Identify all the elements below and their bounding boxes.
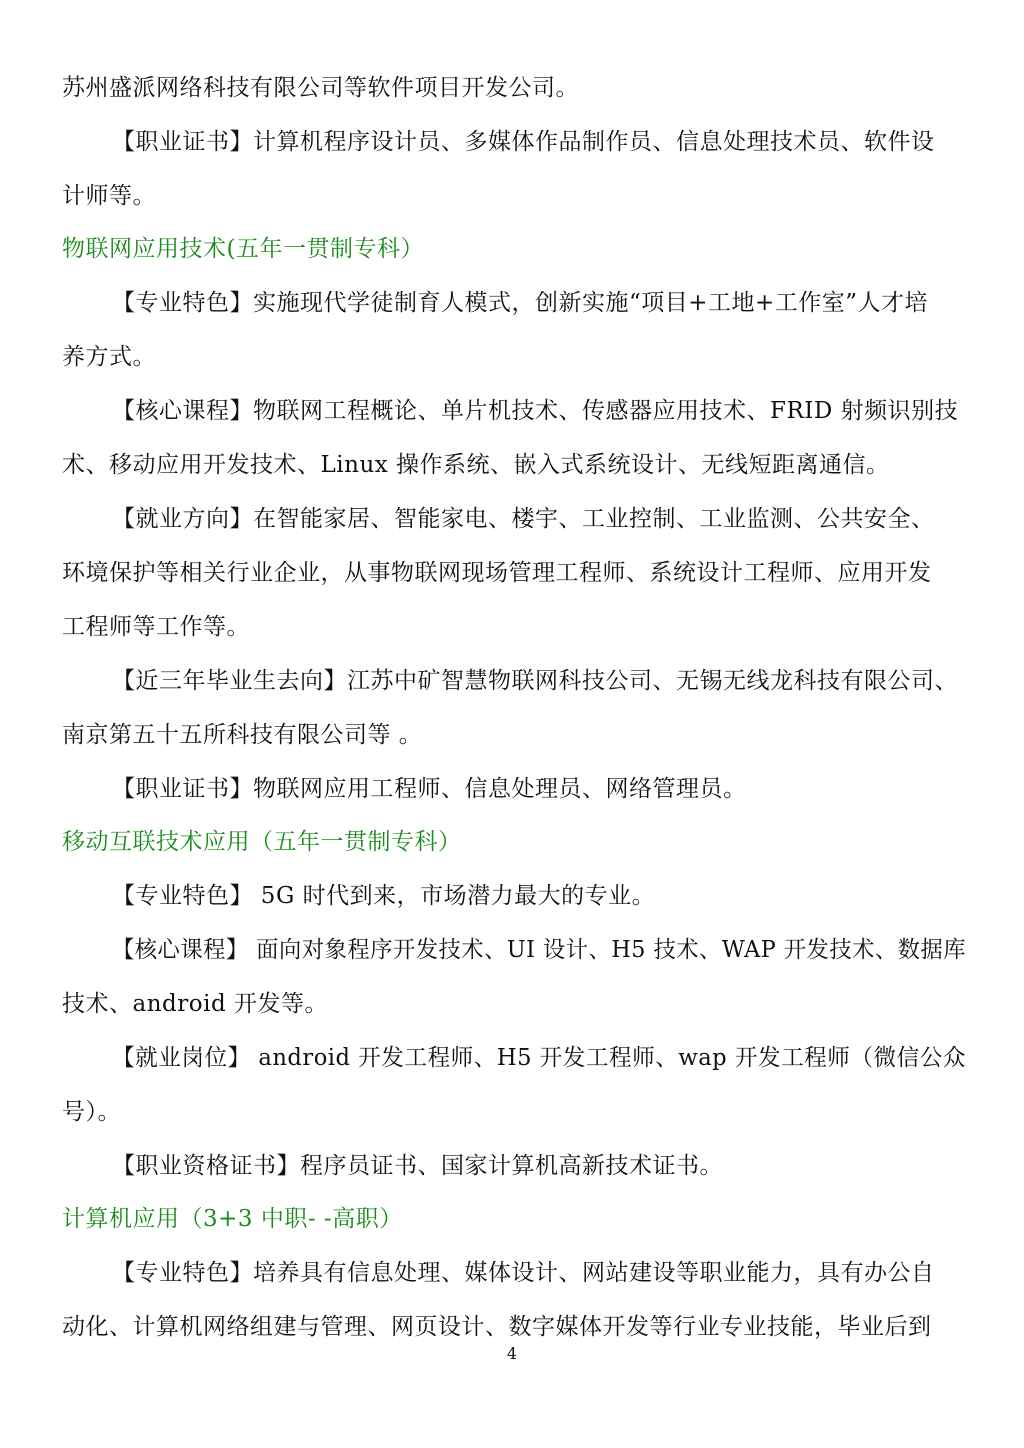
line-text: 养方式。 — [62, 344, 156, 370]
line-text: 【职业证书】计算机程序设计员、多媒体作品制作员、信息处理技术员、软件设 — [112, 129, 935, 155]
paragraph-line — [0, 661, 1024, 701]
heading-text: 物联网应用技术(五年一贯制专科） — [62, 236, 424, 262]
paragraph-line — [0, 1146, 1024, 1186]
line-text: 苏州盛派网络科技有限公司等软件项目开发公司。 — [62, 75, 579, 101]
paragraph-line — [0, 176, 1024, 216]
paragraph-line — [0, 1038, 1024, 1078]
line-text: 南京第五十五所科技有限公司等 。 — [62, 722, 423, 748]
line-text: 【专业特色】 5G 时代到来，市场潜力最大的专业。 — [112, 883, 656, 909]
line-text: 【就业岗位】 android 开发工程师、H5 开发工程师、wap 开发工程师（微信公众 — [112, 1045, 966, 1071]
paragraph-line — [0, 499, 1024, 539]
line-text: 【专业特色】培养具有信息处理、媒体设计、网站建设等职业能力，具有办公自 — [112, 1260, 935, 1286]
heading-text: 移动互联技术应用（五年一贯制专科） — [62, 829, 462, 855]
section-heading — [0, 1199, 1024, 1239]
line-text: 【近三年毕业生去向】江苏中矿智慧物联网科技公司、无锡无线龙科技有限公司、 — [112, 668, 958, 694]
line-text: 术、移动应用开发技术、Linux 操作系统、嵌入式系统设计、无线短距离通信。 — [62, 452, 890, 478]
page-number: 4 — [506, 1344, 518, 1363]
paragraph-line — [0, 930, 1024, 970]
paragraph-line — [0, 283, 1024, 323]
line-text: 【专业特色】实施现代学徒制育人模式，创新实施“项目+工地+工作室”人才培 — [112, 290, 929, 316]
paragraph-line — [0, 1307, 1024, 1347]
paragraph-line — [0, 553, 1024, 593]
paragraph-line — [0, 769, 1024, 809]
heading-text: 计算机应用（3+3 中职- -高职） — [62, 1206, 403, 1232]
line-text: 技术、android 开发等。 — [62, 991, 328, 1017]
paragraph-line — [0, 1092, 1024, 1132]
line-text: 计师等。 — [62, 183, 156, 209]
section-heading — [0, 822, 1024, 862]
line-text: 【职业证书】物联网应用工程师、信息处理员、网络管理员。 — [112, 776, 747, 802]
paragraph-line — [0, 1253, 1024, 1293]
paragraph-line — [0, 876, 1024, 916]
line-text: 工程师等工作等。 — [62, 614, 250, 640]
line-text: 【核心课程】 面向对象程序开发技术、UI 设计、H5 技术、WAP 开发技术、数据库 — [112, 937, 967, 963]
line-text: 【核心课程】物联网工程概论、单片机技术、传感器应用技术、FRID 射频识别技 — [112, 398, 959, 424]
section-heading — [0, 229, 1024, 269]
paragraph-line — [0, 445, 1024, 485]
line-text: 动化、计算机网络组建与管理、网页设计、数字媒体开发等行业专业技能，毕业后到 — [62, 1314, 932, 1340]
paragraph-line — [0, 607, 1024, 647]
paragraph-line — [0, 984, 1024, 1024]
paragraph-line — [0, 391, 1024, 431]
line-text: 号）。 — [62, 1099, 121, 1125]
line-text: 【就业方向】在智能家居、智能家电、楼宇、工业控制、工业监测、公共安全、 — [112, 506, 935, 532]
paragraph-line — [0, 337, 1024, 377]
line-text: 【职业资格证书】程序员证书、国家计算机高新技术证书。 — [112, 1153, 723, 1179]
paragraph-line — [0, 68, 1024, 108]
paragraph-line — [0, 122, 1024, 162]
line-text: 环境保护等相关行业企业，从事物联网现场管理工程师、系统设计工程师、应用开发 — [62, 560, 932, 586]
paragraph-line — [0, 715, 1024, 755]
